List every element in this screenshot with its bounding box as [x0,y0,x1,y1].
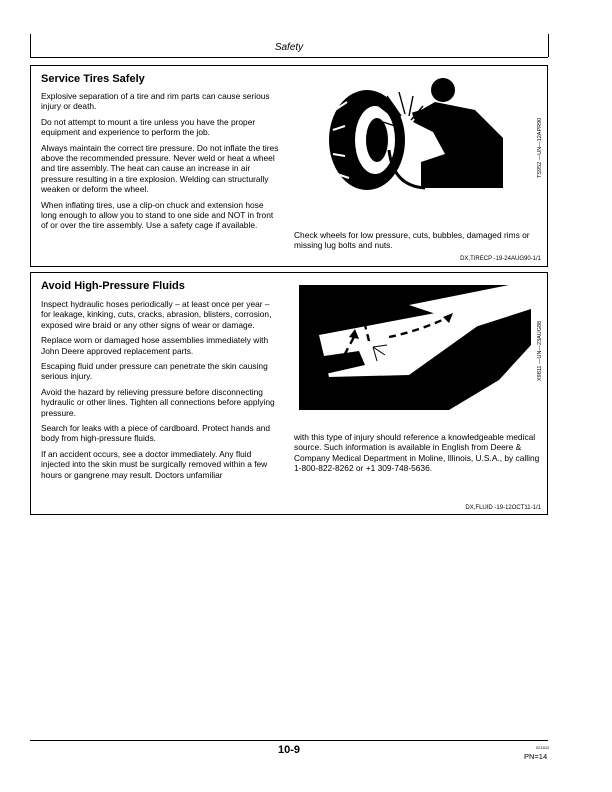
paragraph: If an accident occurs, see a doctor immediately. Any fluid injected into the skin must be surgically removed within a few hours or gangrene may result. Doctors unfamiliar [41,448,268,480]
page-header-title: Safety [274,42,304,53]
footer-rule [30,740,548,741]
section-title: Service Tires Safely [41,73,145,85]
section-title: Avoid High-Pressure Fluids [41,280,185,292]
paragraph: Escaping fluid under pressure can penetrate the skin causing serious injury. [41,361,268,382]
reference-id: DX,TIRECP -19-24AUG90-1/1 [460,256,541,262]
fluids-text [41,299,279,485]
high-pressure-fluids-section [30,272,548,515]
reference-id: DX,FLUID -19-12OCT11-1/1 [465,505,541,511]
page-counter: PN=14 [524,752,548,761]
tire-safety-section [30,65,548,267]
paragraph: Search for leaks with a piece of cardboard. Protect hands and body from high-pressure fluids. [41,423,271,444]
image-id: TS952 —UN—12APR90 [537,117,543,178]
paragraph: Always maintain the correct tire pressure. Do not inflate the tires above the recommended pressure. Never weld or heat a wheel and tire assembly. The heat can cause an increase in air pressure resulting in a tire explosion. Welding can structurally weaken or deform the wheel. [41,142,279,195]
paragraph: Do not attempt to mount a tire unless you have the proper equipment and experience to perform the job. [41,116,256,138]
paragraph: Inspect hydraulic hoses periodically – at least once per year – for leakage, kinking, cuts, cracks, abrasion, blisters, corrosion, exposed wire braid or any other signs of wear or damage. [41,299,272,330]
paragraph: When inflating tires, use a clip-on chuck and extension hose long enough to allow you to stand to one side and NOT in front of or over the tire assembly. Use a safety cage if available. [41,199,274,231]
tire-explosion-illustration [325,70,525,198]
fluids-medical-text: with this type of injury should reference a knowledgeable medical source. Such information is available in English from Deere & Company Medical Department in Moline, Illinois, U.S.A., by calling 1-800-822-8262 or +1 309-748-5636. [294,432,540,474]
paragraph: Explosive separation of a tire and rim parts can cause serious injury or death. [41,91,270,112]
header-rule [30,57,548,58]
hydraulic-leak-illustration [299,285,531,410]
paragraph: Replace worn or damaged hose assemblies immediately with John Deere approved replacement parts. [41,335,269,356]
header-right-tick [548,34,549,57]
tire-safety-text [41,91,279,236]
tire-check-text: Check wheels for low pressure, cuts, bubbles, damaged rims or missing lug bolts and nuts. [294,230,530,251]
footer-code: 021512 [536,745,550,750]
paragraph: Avoid the hazard by relieving pressure before disconnecting hydraulic or other lines. Tighten all connections before applying pressure. [41,386,275,418]
image-id: X9811 —UN—23AUG88 [537,320,543,381]
page-number: 10-9 [277,744,301,756]
